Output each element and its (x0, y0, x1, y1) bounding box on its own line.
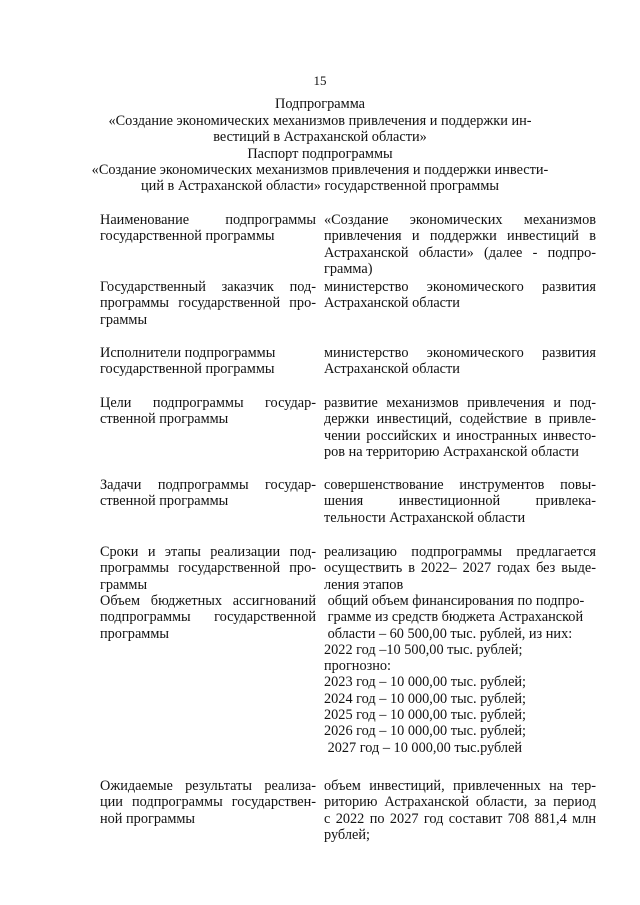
row-value: общий объем финансирования по подпро- грамме из средств бюджета Астраханской области – 60 500,00 тыс. рублей, из них: 2022 год –10 500,00 тыс. рублей; прогнозно: 2023 год – 10 000,00 тыс. рублей; 2024 год – 10 000,00 тыс. рублей; 2025 год – 10 000,00 тыс. рублей; 2026 год – 10 000,00 тыс. рублей; 2027 год – 10 000,00 тыс.рублей (324, 593, 585, 756)
row-label: Ожидаемые результаты реализа- ции подпрограммы государствен- ной программы (100, 778, 316, 827)
heading-passport-title-2: ций в Астраханской области» государственной программы (141, 178, 499, 194)
heading-subprogram-title-2: вестиций в Астраханской области» (213, 129, 427, 145)
row-value: «Создание экономических механизмов привлечения и поддержки инвестиций в Астраханской области» (далее - подпро- грамма) (324, 212, 596, 277)
page-number: 15 (313, 73, 327, 88)
heading-subprogram-title-1: «Создание экономических механизмов привлечения и поддержки ин- (108, 113, 532, 129)
row-value: министерство экономического развития Астраханской области (324, 279, 596, 312)
row-label: Исполнители подпрограммы государственной программы (100, 345, 276, 378)
row-value: развитие механизмов привлечения и под- держки инвестиций, содействие в привле- чении российских и иностранных инвесто- ров на территорию Астраханской области (324, 395, 596, 460)
row-label: Наименование подпрограммы государственной программы (100, 212, 316, 245)
row-label: Объем бюджетных ассигнований подпрограммы государственной программы (100, 593, 316, 642)
heading-passport: Паспорт подпрограммы (247, 146, 393, 162)
row-label: Задачи подпрограммы государ- ственной программы (100, 477, 316, 510)
heading-subprogram: Подпрограмма (275, 96, 365, 112)
row-label: Цели подпрограммы государ- ственной программы (100, 395, 316, 428)
row-value: объем инвестиций, привлеченных на тер- риторию Астраханской области, за период с 2022 по 2027 год составит 708 881,4 млн рублей; (324, 778, 596, 843)
heading-passport-title-1: «Создание экономических механизмов привлечения и поддержки инвести- (91, 162, 549, 178)
row-value: министерство экономического развития Астраханской области (324, 345, 596, 378)
row-label: Сроки и этапы реализации под- программы государственной про- граммы (100, 544, 316, 593)
row-value: совершенствование инструментов повы- шения инвестиционной привлека- тельности Астраханской области (324, 477, 596, 526)
row-value: реализацию подпрограммы предлагается осуществить в 2022– 2027 годах без выде- ления этапов (324, 544, 596, 593)
row-label: Государственный заказчик под- программы государственной про- граммы (100, 279, 316, 328)
